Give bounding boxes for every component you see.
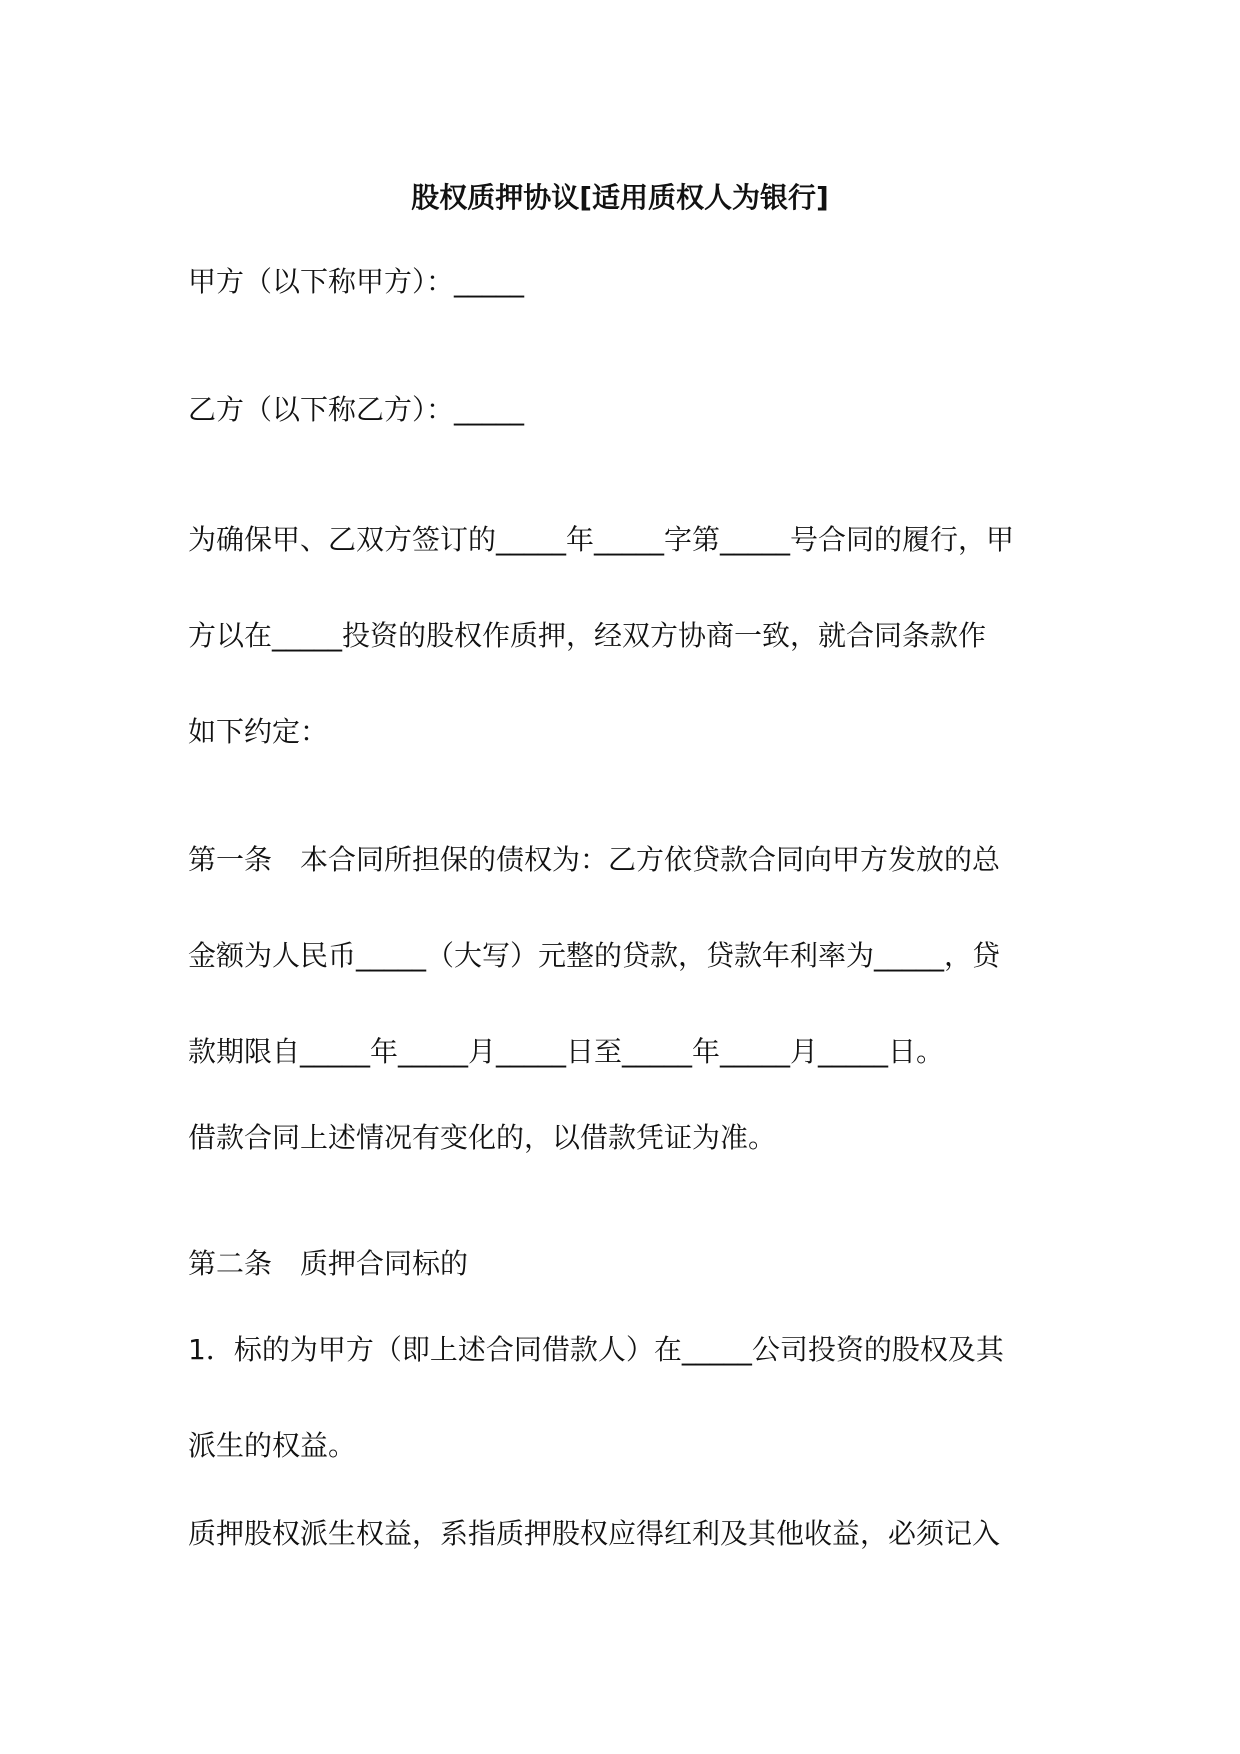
article-1-note: 借款合同上述情况有变化的，以借款凭证为准。: [188, 1121, 777, 1154]
article-1-line-2: 金额为人民币_____（大写）元整的贷款，贷款年利率为_____，贷: [188, 939, 1001, 972]
article-1-line-1: 第一条 本合同所担保的债权为：乙方依贷款合同向甲方发放的总: [188, 843, 1001, 876]
party-a-line: 甲方（以下称甲方）：_____: [188, 265, 525, 298]
document-title: 股权质押协议[适用质权人为银行]: [411, 181, 829, 214]
article-2-item-1-line-1: 1．标的为甲方（即上述合同借款人）在_____公司投资的股权及其: [188, 1333, 1004, 1366]
preamble-line-2: 方以在_____投资的股权作质押，经双方协商一致，就合同条款作: [188, 619, 987, 652]
preamble-line-1: 为确保甲、乙双方签订的_____年_____字第_____号合同的履行，甲: [188, 523, 1015, 556]
party-b-line: 乙方（以下称乙方）：_____: [188, 393, 525, 426]
article-1-line-3: 款期限自_____年_____月_____日至_____年_____月_____日。: [188, 1035, 945, 1068]
article-2-heading: 第二条 质押合同标的: [188, 1247, 469, 1280]
article-2-item-1-line-2: 派生的权益。: [188, 1429, 357, 1462]
preamble-line-3: 如下约定：: [188, 715, 329, 748]
article-2-derived-rights-line: 质押股权派生权益，系指质押股权应得红利及其他收益，必须记入: [188, 1517, 1001, 1550]
